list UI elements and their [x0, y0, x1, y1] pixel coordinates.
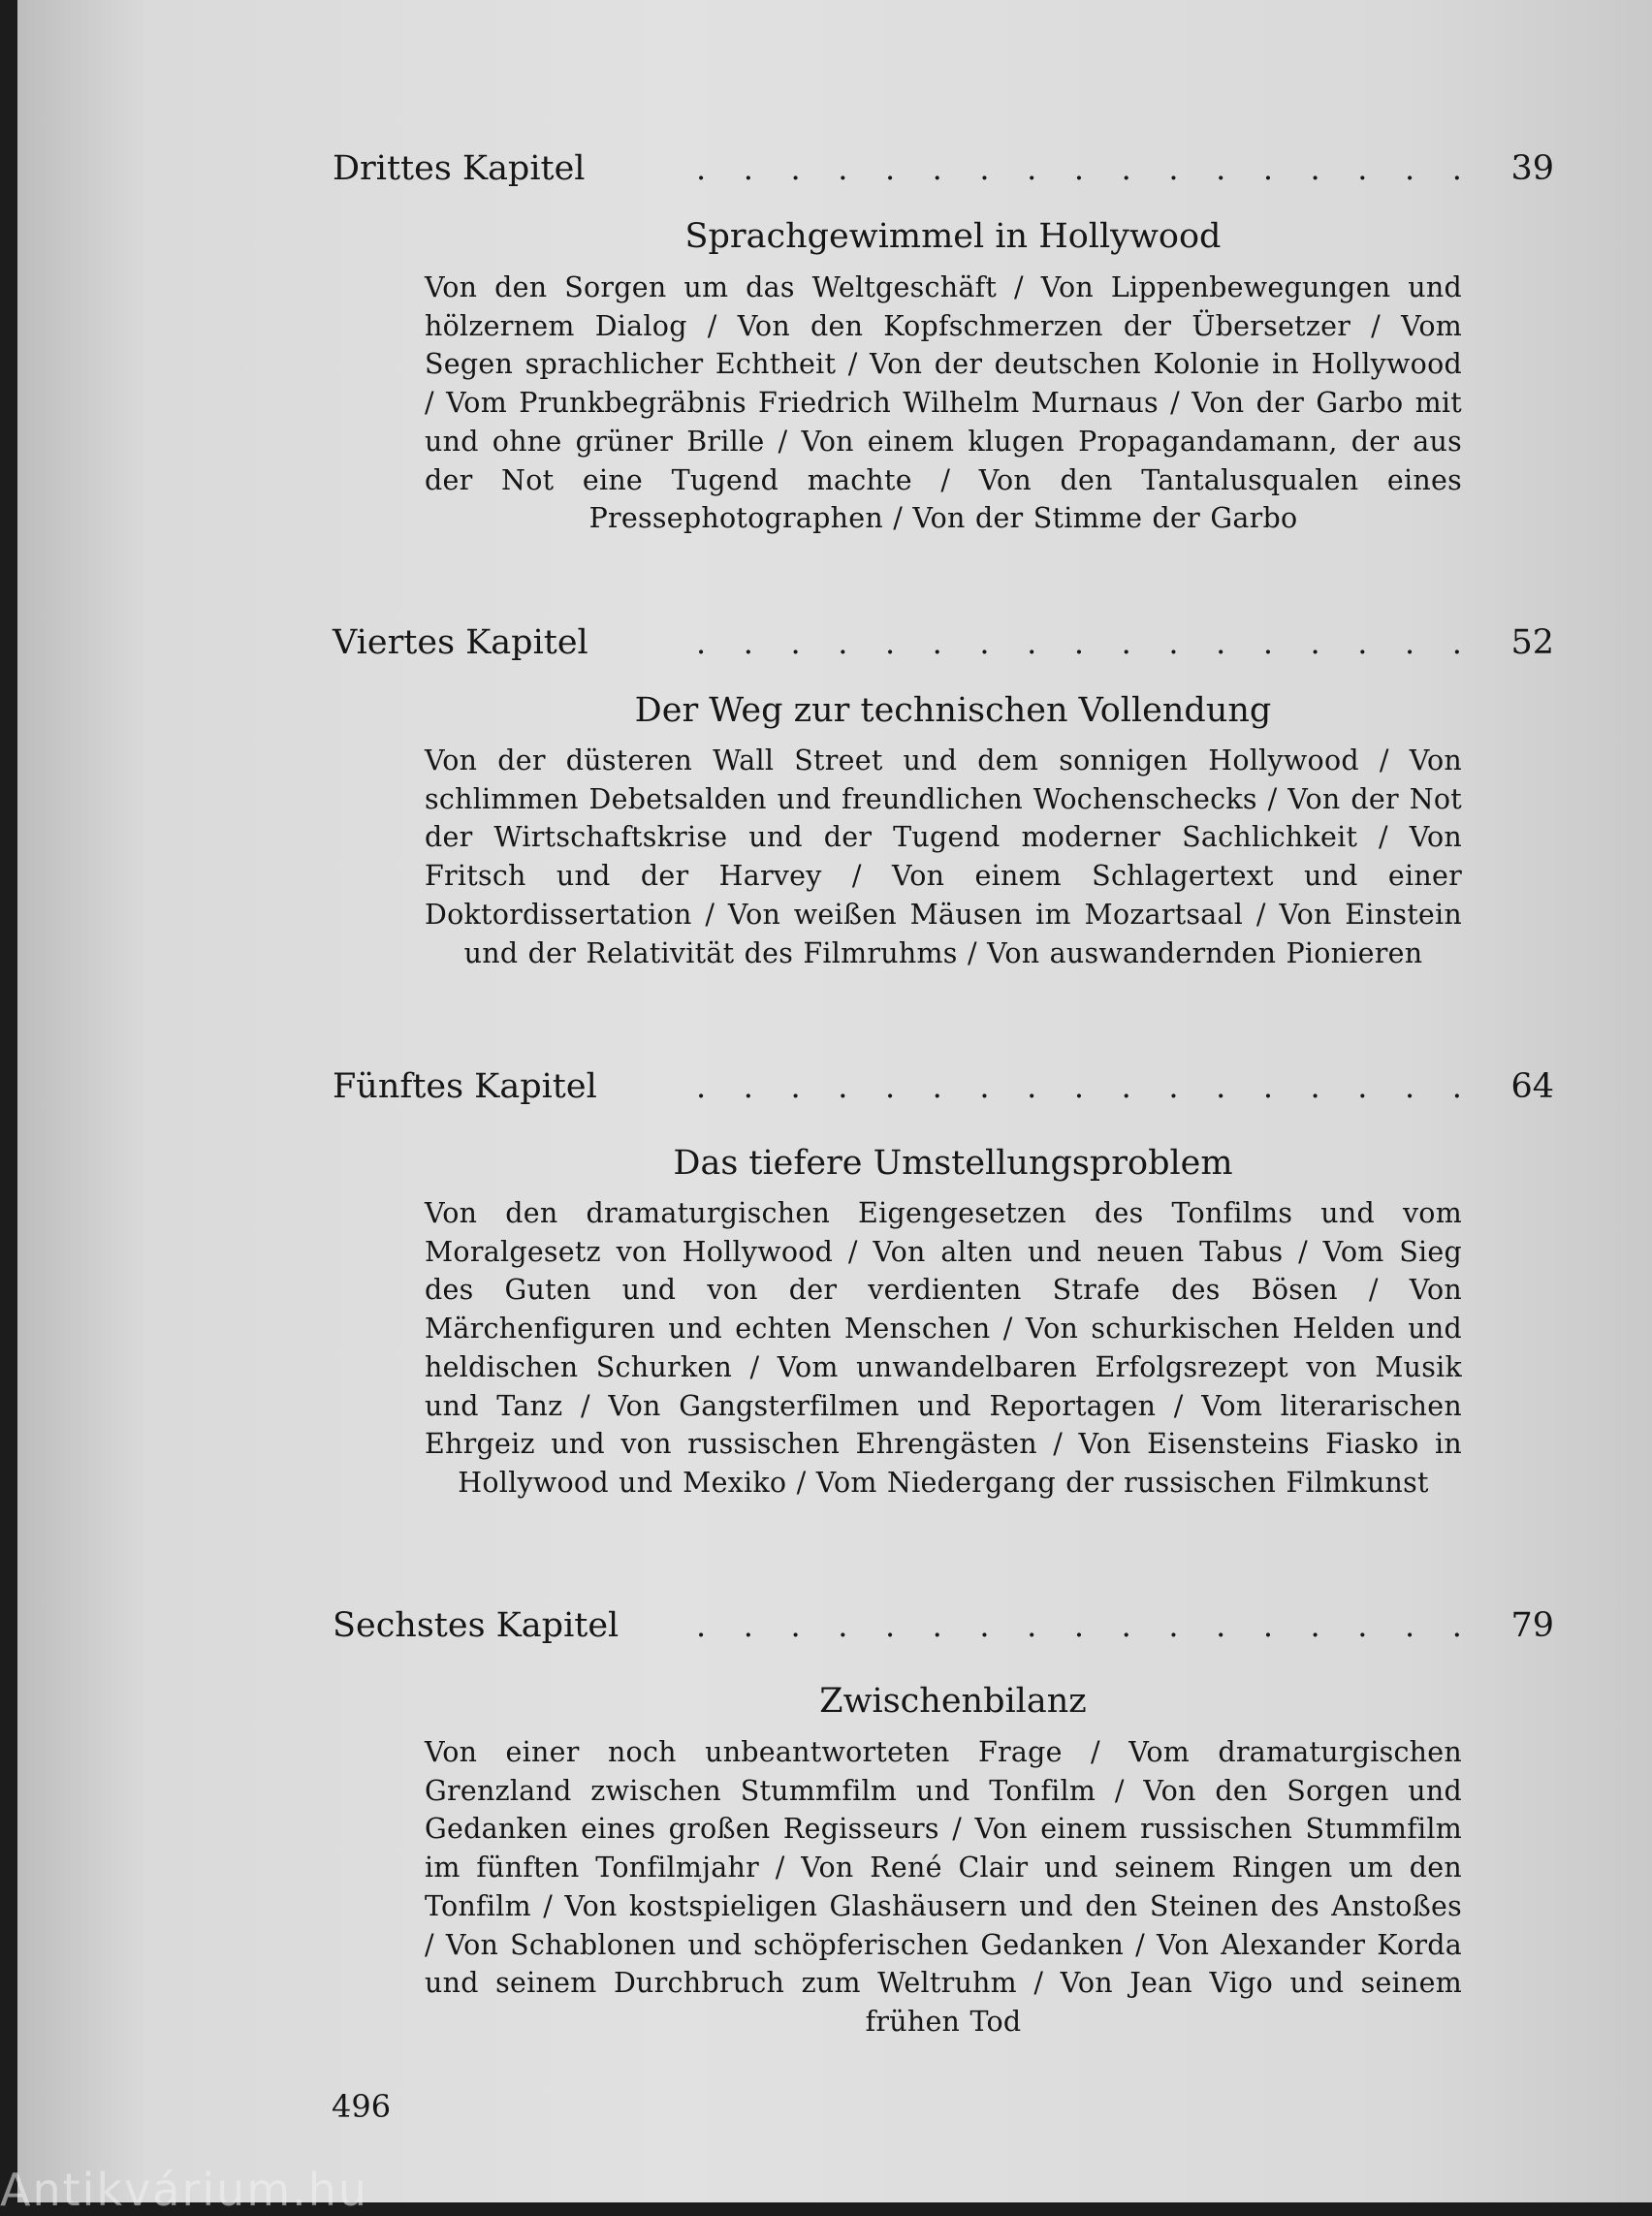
chapter-label: Viertes Kapitel — [333, 623, 588, 662]
chapter-label: Sechstes Kapitel — [333, 1606, 620, 1645]
chapter-description: Von den dramaturgischen Eigengesetzen des Tonfilms und vom Moralgesetz von Hollywood / Von alten und neuen Tabus / Vom Sieg des Guten und von der verdienten Strafe des Bösen / Von Märchenfiguren und echten Menschen / Von schurkischen Helden und heldischen Schurken / Vom unwandelbaren Erfolgsrezept von Musik und Tanz / Von Gangsterfilmen und Reportagen / Vom literarischen Ehrgeiz und von russischen Ehrengästen / Von Eisensteins Fiasko in Hollywood und Mexiko / Vom Niedergang der russischen Filmkunst — [425, 1197, 1462, 1499]
chapter-page-number: 64 — [1510, 1067, 1554, 1106]
chapter-heading — [333, 1062, 1554, 1111]
chapter-page-number: 39 — [1510, 149, 1554, 188]
watermark: Antikvárium.hu — [0, 2164, 369, 2216]
dot-leader: . . . . . . . . . . . . . . . . . — [696, 1068, 1462, 1105]
dot-leader: . . . . . . . . . . . . . . . . . — [696, 1607, 1462, 1644]
chapter-heading — [333, 1601, 1554, 1650]
chapter-label: Fünftes Kapitel — [333, 1067, 597, 1106]
dot-leader: . . . . . . . . . . . . . . . . . — [696, 624, 1462, 661]
chapter-description: Von der düsteren Wall Street und dem sonnigen Hollywood / Von schlimmen Debetsalden und freundlichen Wochenschecks / Von der Not der Wirtschaftskrise und der Tugend moderner Sachlichkeit / Von Fritsch und der Harvey / Von einem Schlagertext und einer Doktordissertation / Von weißen Mäusen im Mozartsaal / Von Einstein und der Relativität des Filmruhms / Von auswandernden Pionieren — [425, 744, 1462, 969]
chapter-page-number: 79 — [1510, 1606, 1554, 1645]
chapter-title: Sprachgewimmel in Hollywood — [684, 217, 1222, 256]
chapter-label: Drittes Kapitel — [333, 149, 586, 188]
chapter-description: Von den Sorgen um das Weltgeschäft / Von Lippenbewegungen und hölzernem Dialog / Von den Kopfschmerzen der Übersetzer / Vom Segen sprachlicher Echtheit / Von der deutschen Kolonie in Hollywood / Vom Prunkbegräbnis Friedrich Wilhelm Murnaus / Von der Garbo mit und ohne grüner Brille / Von einem klugen Propagandamann, der aus der Not eine Tugend machte / Von den Tantalusqualen eines Pressephotographen / Von der Stimme der Garbo — [425, 271, 1462, 535]
chapter-heading — [333, 144, 1554, 193]
chapter-description: Von einer noch unbeantworteten Frage / Vom dramaturgischen Grenzland zwischen Stummfilm und Tonfilm / Von den Sorgen und Gedanken eines großen Regisseurs / Von einem russischen Stummfilm im fünften Tonfilmjahr / Von René Clair und seinem Ringen um den Tonfilm / Von kostspieligen Glashäusern und den Steinen des Anstoßes / Von Schablonen und schöpferischen Gedanken / Von Alexander Korda und seinem Durchbruch zum Weltruhm / Von Jean Vigo und seinem frühen Tod — [425, 1736, 1462, 2038]
chapter-title: Der Weg zur technischen Vollendung — [634, 691, 1272, 730]
dot-leader: . . . . . . . . . . . . . . . . . — [696, 150, 1462, 187]
book-page — [17, 0, 1652, 2202]
chapter-title: Zwischenbilanz — [819, 1682, 1087, 1721]
chapter-heading — [333, 618, 1554, 667]
chapter-page-number: 52 — [1510, 623, 1554, 662]
chapter-title: Das tiefere Umstellungsproblem — [673, 1144, 1233, 1183]
page-number: 496 — [332, 2088, 392, 2125]
